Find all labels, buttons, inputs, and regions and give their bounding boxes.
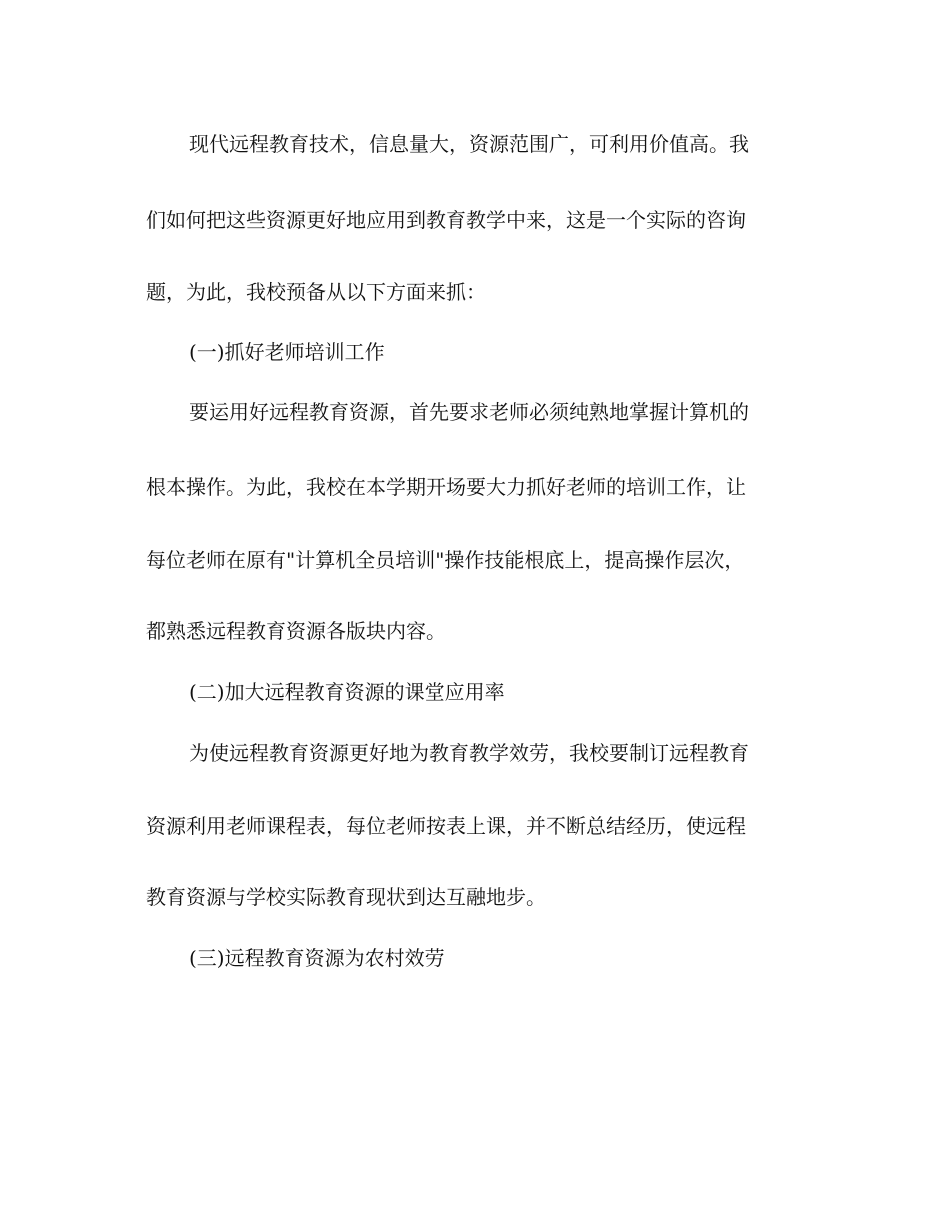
paragraph-intro-line-3: 题，为此，我校预备从以下方面来抓： <box>146 280 486 304</box>
paragraph-training-line-4: 都熟悉远程教育资源各版块内容。 <box>146 619 446 643</box>
section-heading-1: (一)抓好老师培训工作 <box>189 340 385 364</box>
paragraph-intro-line-1: 现代远程教育技术，信息量大，资源范围广，可利用价值高。我 <box>189 132 749 156</box>
paragraph-usage-line-1: 为使远程教育资源更好地为教育教学效劳，我校要制订远程教育 <box>189 741 749 765</box>
paragraph-usage-line-3: 教育资源与学校实际教育现状到达互融地步。 <box>146 885 546 909</box>
paragraph-usage-line-2: 资源利用老师课程表，每位老师按表上课，并不断总结经历，使远程 <box>146 814 746 838</box>
section-heading-3: (三)远程教育资源为农村效劳 <box>189 946 445 970</box>
paragraph-training-line-1: 要运用好远程教育资源，首先要求老师必须纯熟地掌握计算机的 <box>189 400 749 424</box>
paragraph-intro-line-2: 们如何把这些资源更好地应用到教育教学中来，这是一个实际的咨询 <box>146 208 746 232</box>
paragraph-training-line-2: 根本操作。为此，我校在本学期开场要大力抓好老师的培训工作，让 <box>146 475 746 499</box>
section-heading-2: (二)加大远程教育资源的课堂应用率 <box>189 680 505 704</box>
paragraph-training-line-3: 每位老师在原有"计算机全员培训"操作技能根底上，提高操作层次， <box>146 548 745 572</box>
